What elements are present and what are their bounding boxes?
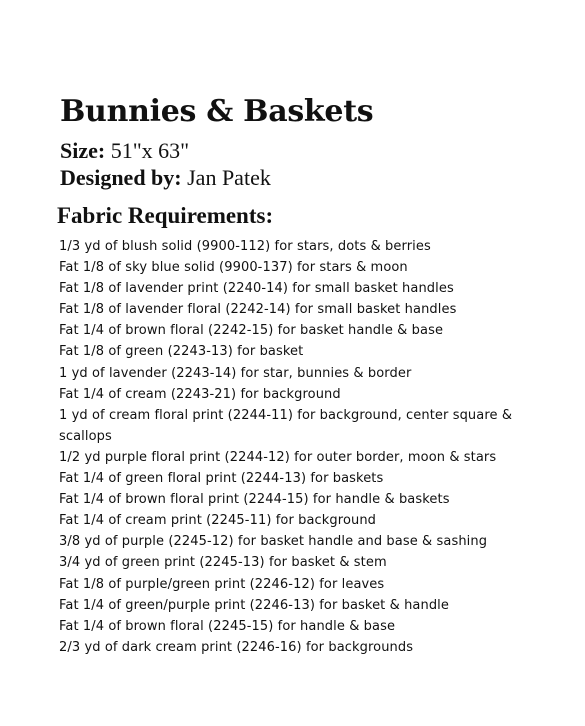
designer-label: Designed by:: [60, 165, 182, 190]
fabric-item: 1 yd of cream floral print (2244-11) for background, center square & scallops: [59, 407, 513, 444]
size-line: [60, 137, 189, 165]
fabric-item: Fat 1/4 of brown floral print (2244-15) for handle & baskets: [59, 492, 450, 508]
fabric-item: Fat 1/8 of green (2243-13) for basket: [59, 344, 304, 360]
fabric-item: 2/3 yd of dark cream print (2246-16) for backgrounds: [59, 639, 414, 655]
fabric-item: Fat 1/4 of green/purple print (2246-13) for basket & handle: [59, 597, 449, 613]
fabric-requirements-list: [59, 236, 537, 658]
fabric-item: 3/4 yd of green print (2245-13) for basket & stem: [59, 555, 387, 571]
fabric-item: Fat 1/4 of brown floral (2245-15) for handle & base: [59, 618, 396, 634]
fabric-item: 3/8 yd of purple (2245-12) for basket handle and base & sashing: [59, 534, 488, 550]
fabric-item: Fat 1/8 of lavender floral (2242-14) for small basket handles: [59, 302, 457, 318]
fabric-item: 1 yd of lavender (2243-14) for star, bunnies & border: [59, 365, 412, 381]
fabric-item: 1/2 yd purple floral print (2244-12) for outer border, moon & stars: [59, 449, 497, 465]
fabric-item: Fat 1/4 of cream print (2245-11) for background: [59, 513, 377, 529]
fabric-item: Fat 1/8 of sky blue solid (9900-137) for stars & moon: [59, 260, 408, 276]
fabric-item: Fat 1/4 of brown floral (2242-15) for basket handle & base: [59, 323, 444, 339]
pattern-title: Bunnies & Baskets: [60, 94, 374, 129]
fabric-item: Fat 1/4 of green floral print (2244-13) for baskets: [59, 471, 384, 487]
designer-value: Jan Patek: [187, 165, 271, 190]
fabric-requirements-heading: Fabric Requirements:: [57, 203, 274, 228]
fabric-item: Fat 1/8 of lavender print (2240-14) for small basket handles: [59, 281, 454, 297]
fabric-item: Fat 1/8 of purple/green print (2246-12) for leaves: [59, 576, 385, 592]
designer-line: [60, 164, 271, 192]
size-label: Size:: [60, 138, 106, 163]
fabric-item: Fat 1/4 of cream (2243-21) for background: [59, 386, 341, 402]
fabric-item: 1/3 yd of blush solid (9900-112) for stars, dots & berries: [59, 239, 431, 254]
size-value: 51"x 63": [110, 138, 190, 163]
